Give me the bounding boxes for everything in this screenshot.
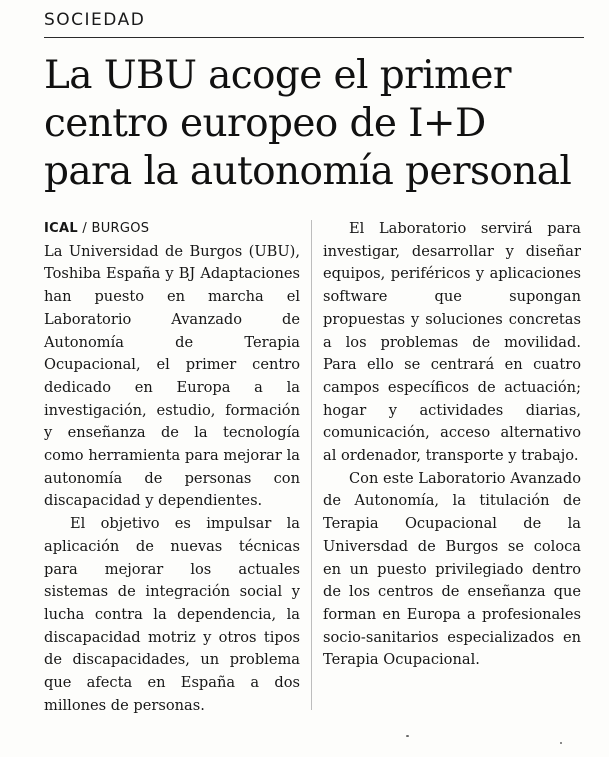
byline-location: BURGOS <box>91 221 150 236</box>
byline-agency: ICAL <box>44 221 78 236</box>
article-column-left <box>44 218 300 717</box>
headline-line-2: centro europeo de I+D <box>44 101 486 146</box>
scan-speck <box>560 742 562 744</box>
byline-separator: / <box>77 221 92 236</box>
article-column-right <box>323 218 581 672</box>
scan-speck <box>406 735 409 737</box>
headline <box>44 52 600 196</box>
paragraph: El Laboratorio servirá para investigar, desarrollar y diseñar equipos, periféricos y aplicaciones software que supongan propuestas y soluciones concretas a los problemas de movilidad. Para ello se centrará en cuatro campos específicos de actuación; hogar y actividades diarias, comunicación, acceso alternativo al ordenador, transporte y trabajo. <box>323 220 581 465</box>
column-divider <box>311 220 312 710</box>
headline-line-1: La UBU acoge el primer <box>44 53 511 98</box>
paragraph: El objetivo es impulsar la aplicación de nuevas técnicas para mejorar los actuales sistemas de integración social y lucha contra la dependencia, la discapacidad motriz y otros tipos de discapacidades, un problema que afecta en España a dos millones de personas. <box>44 515 300 714</box>
paragraph: La Universidad de Burgos (UBU), Toshiba España y BJ Adaptaciones han puesto en marcha el Laboratorio Avanzado de Autonomía de Terapia Ocupacional, el primer centro dedicado en Europa a la investigación, estudio, formación y enseñanza de la tecnología como herramienta para mejorar la autonomía de personas con discapacidad y dependientes. <box>44 242 300 510</box>
headline-line-3: para la autonomía personal <box>44 149 572 194</box>
section-label: SOCIEDAD <box>44 10 146 30</box>
section-rule <box>44 37 584 38</box>
paragraph: Con este Laboratorio Avanzado de Autonomía, la titulación de Terapia Ocupacional de la Universdad de Burgos se coloca en un puesto privilegiado dentro de los centros de enseñanza que forman en Europa a profesionales socio-sanitarios especializados en Terapia Ocupacional. <box>323 469 581 669</box>
byline <box>44 218 300 241</box>
